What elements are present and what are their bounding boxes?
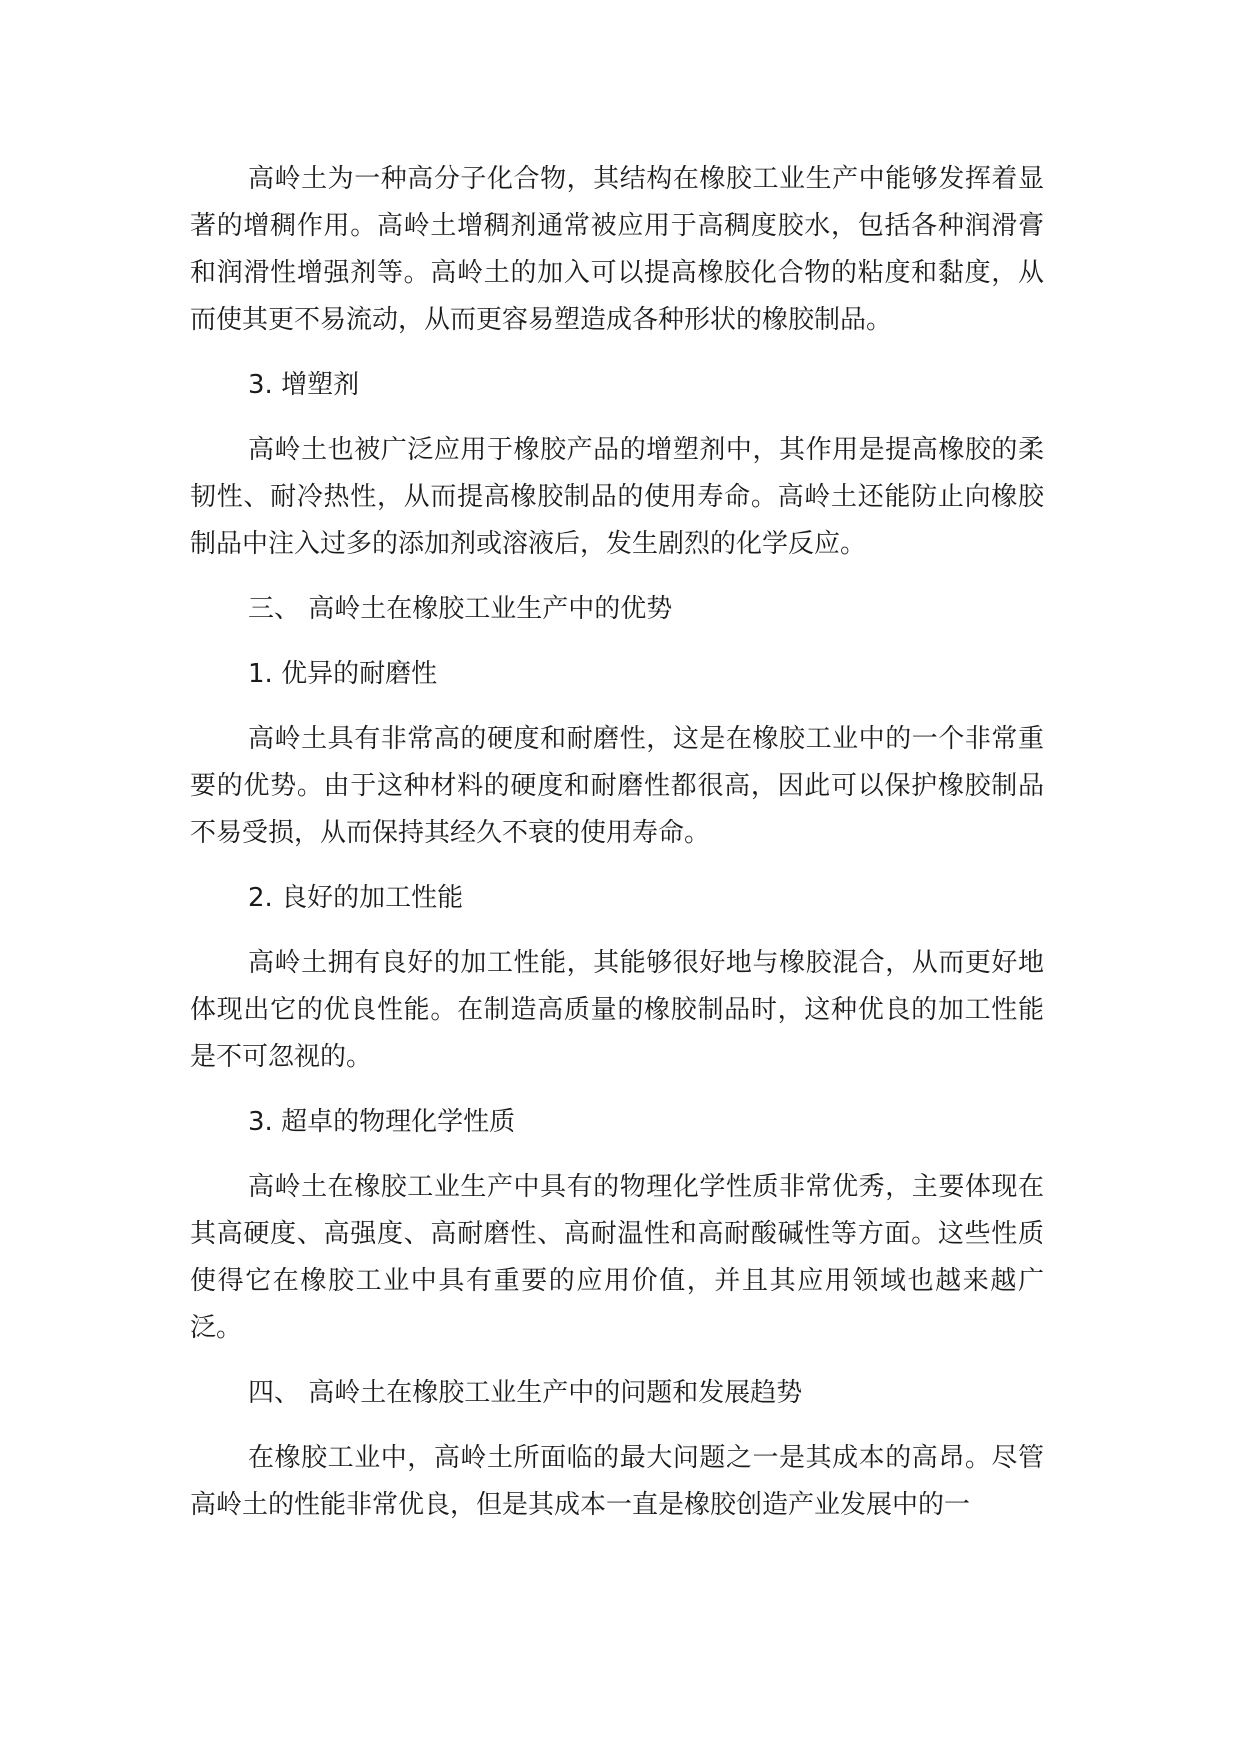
paragraph-physicochemical-properties: 高岭土在橡胶工业生产中具有的物理化学性质非常优秀，主要体现在其高硬度、高强度、高耐磨性、高耐温性和高耐酸碱性等方面。这些性质使得它在橡胶工业中具有重要的应用价值，并且其应用领域也越来越广泛。 bbox=[190, 1172, 1044, 1343]
subheading-processing-performance: 2. 良好的加工性能 bbox=[248, 883, 464, 913]
paragraph-thickener-effect: 高岭土为一种高分子化合物，其结构在橡胶工业生产中能够发挥着显著的增稠作用。高岭土增稠剂通常被应用于高稠度胶水，包括各种润滑膏和润滑性增强剂等。高岭土的加入可以提高橡胶化合物的粘度和黏度，从而使其更不易流动，从而更容易塑造成各种形状的橡胶制品。 bbox=[190, 164, 1044, 335]
spacer bbox=[190, 1417, 1044, 1435]
subheading-plasticizer: 3. 增塑剂 bbox=[248, 370, 360, 400]
paragraph-processing-performance: 高岭土拥有良好的加工性能，其能够很好地与橡胶混合，从而更好地体现出它的优良性能。在制造高质量的橡胶制品时，这种优良的加工性能是不可忽视的。 bbox=[190, 948, 1044, 1072]
spacer bbox=[190, 857, 1044, 875]
spacer bbox=[190, 922, 1044, 940]
section-heading-advantages: 三、 高岭土在橡胶工业生产中的优势 bbox=[248, 594, 673, 624]
spacer bbox=[190, 1081, 1044, 1099]
subheading-physicochemical-properties: 3. 超卓的物理化学性质 bbox=[248, 1107, 516, 1137]
section-heading-problems-trends: 四、 高岭土在橡胶工业生产中的问题和发展趋势 bbox=[248, 1378, 803, 1408]
subheading-wear-resistance: 1. 优异的耐磨性 bbox=[248, 659, 438, 689]
spacer bbox=[190, 344, 1044, 362]
paragraph-plasticizer: 高岭土也被广泛应用于橡胶产品的增塑剂中，其作用是提高橡胶的柔韧性、耐冷热性，从而提高橡胶制品的使用寿命。高岭土还能防止向橡胶制品中注入过多的添加剂或溶液后，发生剧烈的化学反应。 bbox=[190, 435, 1044, 559]
spacer bbox=[190, 409, 1044, 427]
spacer bbox=[190, 1146, 1044, 1164]
spacer bbox=[190, 568, 1044, 586]
spacer bbox=[190, 698, 1044, 716]
document-page bbox=[190, 156, 1044, 1529]
paragraph-cost-problem: 在橡胶工业中，高岭土所面临的最大问题之一是其成本的高昂。尽管高岭土的性能非常优良，但是其成本一直是橡胶创造产业发展中的一 bbox=[190, 1443, 1044, 1520]
spacer bbox=[190, 1352, 1044, 1370]
paragraph-wear-resistance: 高岭土具有非常高的硬度和耐磨性，这是在橡胶工业中的一个非常重要的优势。由于这种材料的硬度和耐磨性都很高，因此可以保护橡胶制品不易受损，从而保持其经久不衰的使用寿命。 bbox=[190, 724, 1044, 848]
spacer bbox=[190, 633, 1044, 651]
